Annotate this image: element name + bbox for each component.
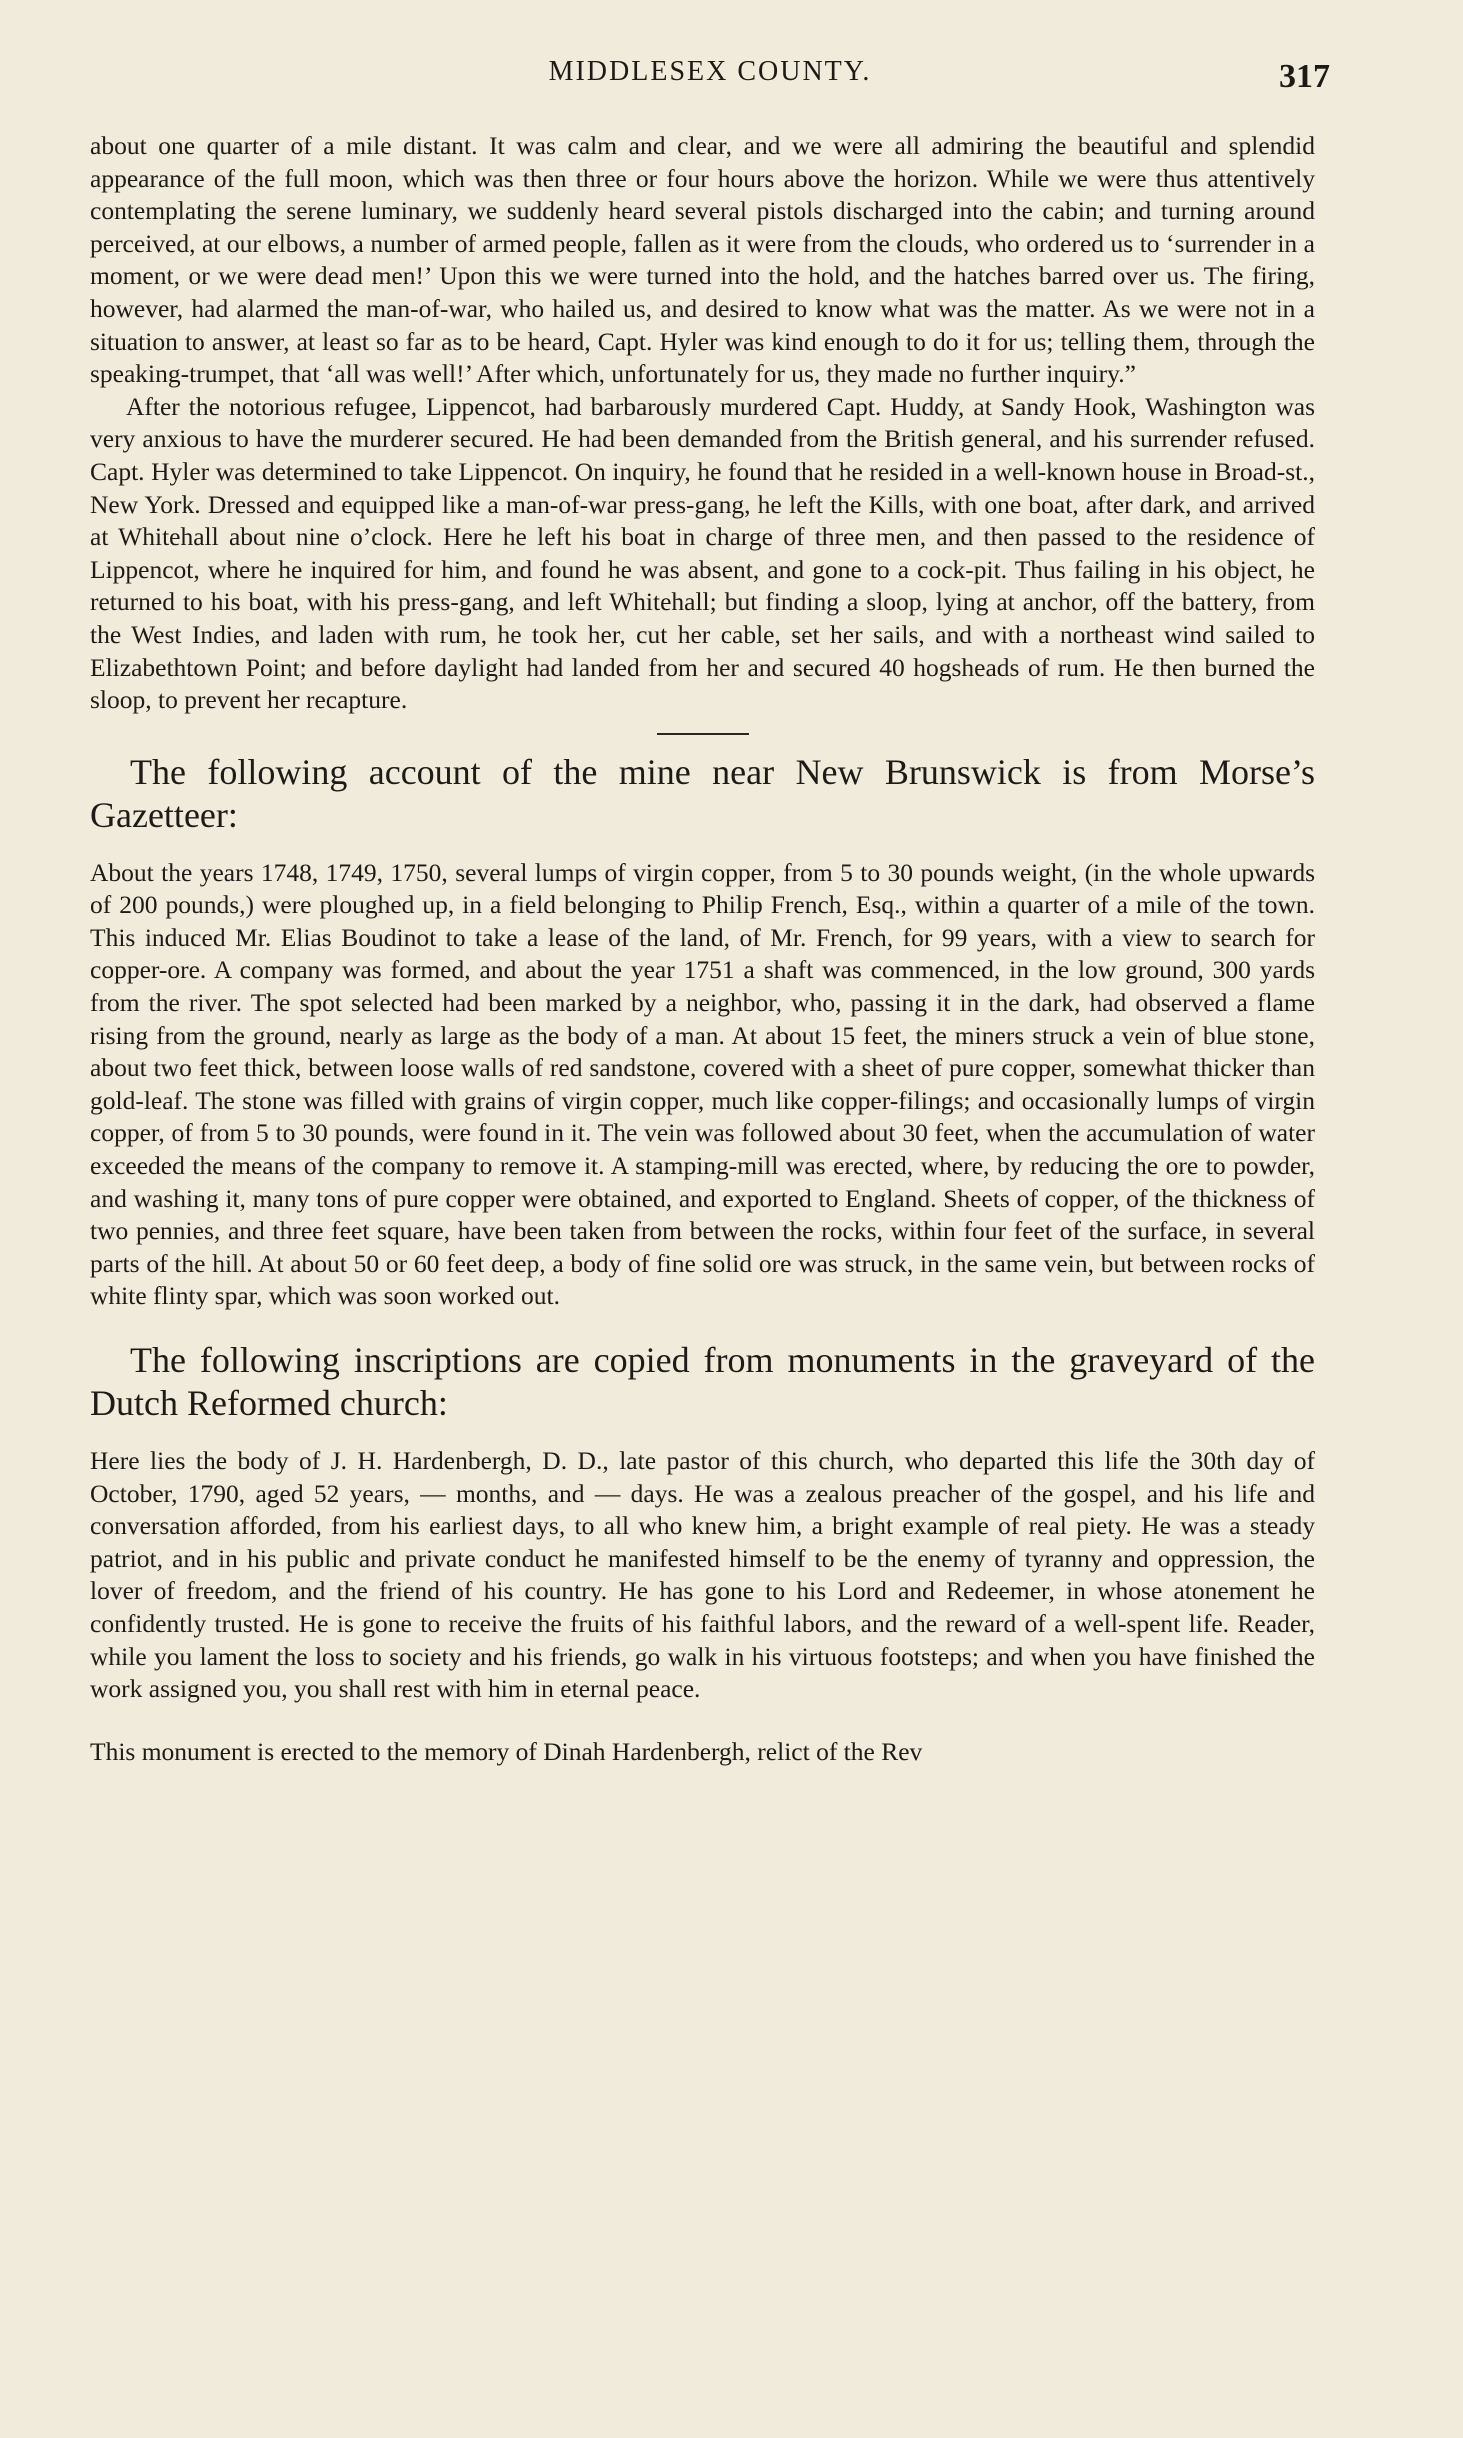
body-text [90, 130, 1315, 1768]
running-head [90, 50, 1330, 100]
paragraph-copper-mine: About the years 1748, 1749, 1750, several lumps of virgin copper, from 5 to 30 pounds weight, (in the whole upwards of 200 pounds,) were ploughed up, in a field belonging to Philip French, Esq., within a quarter of a mile of the town. This induced Mr. Elias Boudinot to take a lease of the land, of Mr. French, for 99 years, with a view to search for copper-ore. A company was formed, and about the year 1751 a shaft was commenced, in the low ground, 300 yards from the river. The spot selected had been marked by a neighbor, who, passing it in the dark, had observed a flame rising from the ground, nearly as large as the body of a man. At about 15 feet, the miners struck a vein of blue stone, about two feet thick, between loose walls of red sandstone, covered with a sheet of pure copper, somewhat thicker than gold-leaf. The stone was filled with grains of virgin copper, much like copper-filings; and occasionally lumps of virgin copper, of from 5 to 30 pounds, were found in it. The vein was followed about 30 feet, when the accumulation of water exceeded the means of the company to remove it. A stamping-mill was erected, where, by reducing the ore to powder, and washing it, many tons of pure copper were obtained, and exported to England. Sheets of copper, of the thickness of two pennies, and three feet square, have been taken from between the rocks, within four feet of the surface, in several parts of the hill. At about 50 or 60 feet deep, a body of fine solid ore was struck, in the same vein, but between rocks of white flinty spar, which was soon worked out. [90, 857, 1315, 1311]
paragraph-capture-account: about one quarter of a mile distant. It was calm and clear, and we were all admiring the beautiful and splendid appearance of the full moon, which was then three or four hours above the horizon. While we were thus attentively contemplating the serene luminary, we suddenly heard several pistols discharged into the cabin; and turning around perceived, at our elbows, a number of armed people, fallen as it were from the clouds, who ordered us to ‘surrender in a moment, or we were dead men!’ Upon this we were turned into the hold, and the hatches barred over us. The firing, however, had alarmed the man-of-war, who hailed us, and desired to know what was the matter. As we were not in a situation to answer, at least so far as to be heard, Capt. Hyler was kind enough to do it for us; telling them, through the speaking-trumpet, that ‘all was well!’ After which, unfortunately for us, they made no further inquiry.” [90, 131, 1315, 389]
paragraph-lippencot: After the notorious refugee, Lippencot, had barbarously murdered Capt. Huddy, at Sandy Hook, Washington was very anxious to have the murderer secured. He had been demanded from the British general, and his surrender refused. Capt. Hyler was determined to take Lippencot. On inquiry, he found that he resided in a well-known house in Broad-st., New York. Dressed and equipped like a man-of-war press-gang, he left the Kills, with one boat, after dark, and arrived at Whitehall about nine o’clock. Here he left his boat in charge of three men, and then passed to the residence of Lippencot, where he inquired for him, and found he was absent, and gone to a cock-pit. Thus failing in his object, he returned to his boat, with his press-gang, and left Whitehall; but finding a sloop, lying at anchor, off the battery, from the West Indies, and laden with rum, he took her, cut her cable, set her sails, and with a northeast wind sailed to Elizabethtown Point; and before daylight had landed from her and secured 40 hogsheads of rum. He then burned the sloop, to prevent her recapture. [90, 391, 1315, 715]
spacer [90, 1313, 1315, 1339]
page-number: 317 [1279, 58, 1330, 95]
running-title: MIDDLESEX COUNTY. [548, 56, 872, 87]
section-heading-inscriptions: The following inscriptions are copied from monuments in the graveyard of the Dutch Reformed church: [90, 1340, 1315, 1423]
section-divider [657, 733, 749, 735]
inscription-dinah-hardenbergh: This monument is erected to the memory of Dinah Hardenbergh, relict of the Rev [90, 1736, 923, 1766]
inscription-hardenbergh: Here lies the body of J. H. Hardenbergh, D. D., late pastor of this church, who departed this life the 30th day of October, 1790, aged 52 years, — months, and — days. He was a zealous preacher of the gospel, and his life and conversation afforded, from his earliest days, to all who knew him, a bright example of real piety. He was a steady patriot, and in his public and private conduct he manifested himself to be the enemy of tyranny and oppression, the lover of freedom, and the friend of his country. He has gone to his Lord and Redeemer, in whose atonement he confidently trusted. He is gone to receive the fruits of his faithful labors, and the reward of a well-spent life. Reader, while you lament the loss to society and his friends, go walk in his virtuous footsteps; and when you have finished the work assigned you, you shall rest with him in eternal peace. [90, 1446, 1315, 1704]
spacer [90, 1706, 1315, 1736]
section-heading-mine: The following account of the mine near New Brunswick is from Morse’s Gazetteer: [90, 751, 1315, 835]
